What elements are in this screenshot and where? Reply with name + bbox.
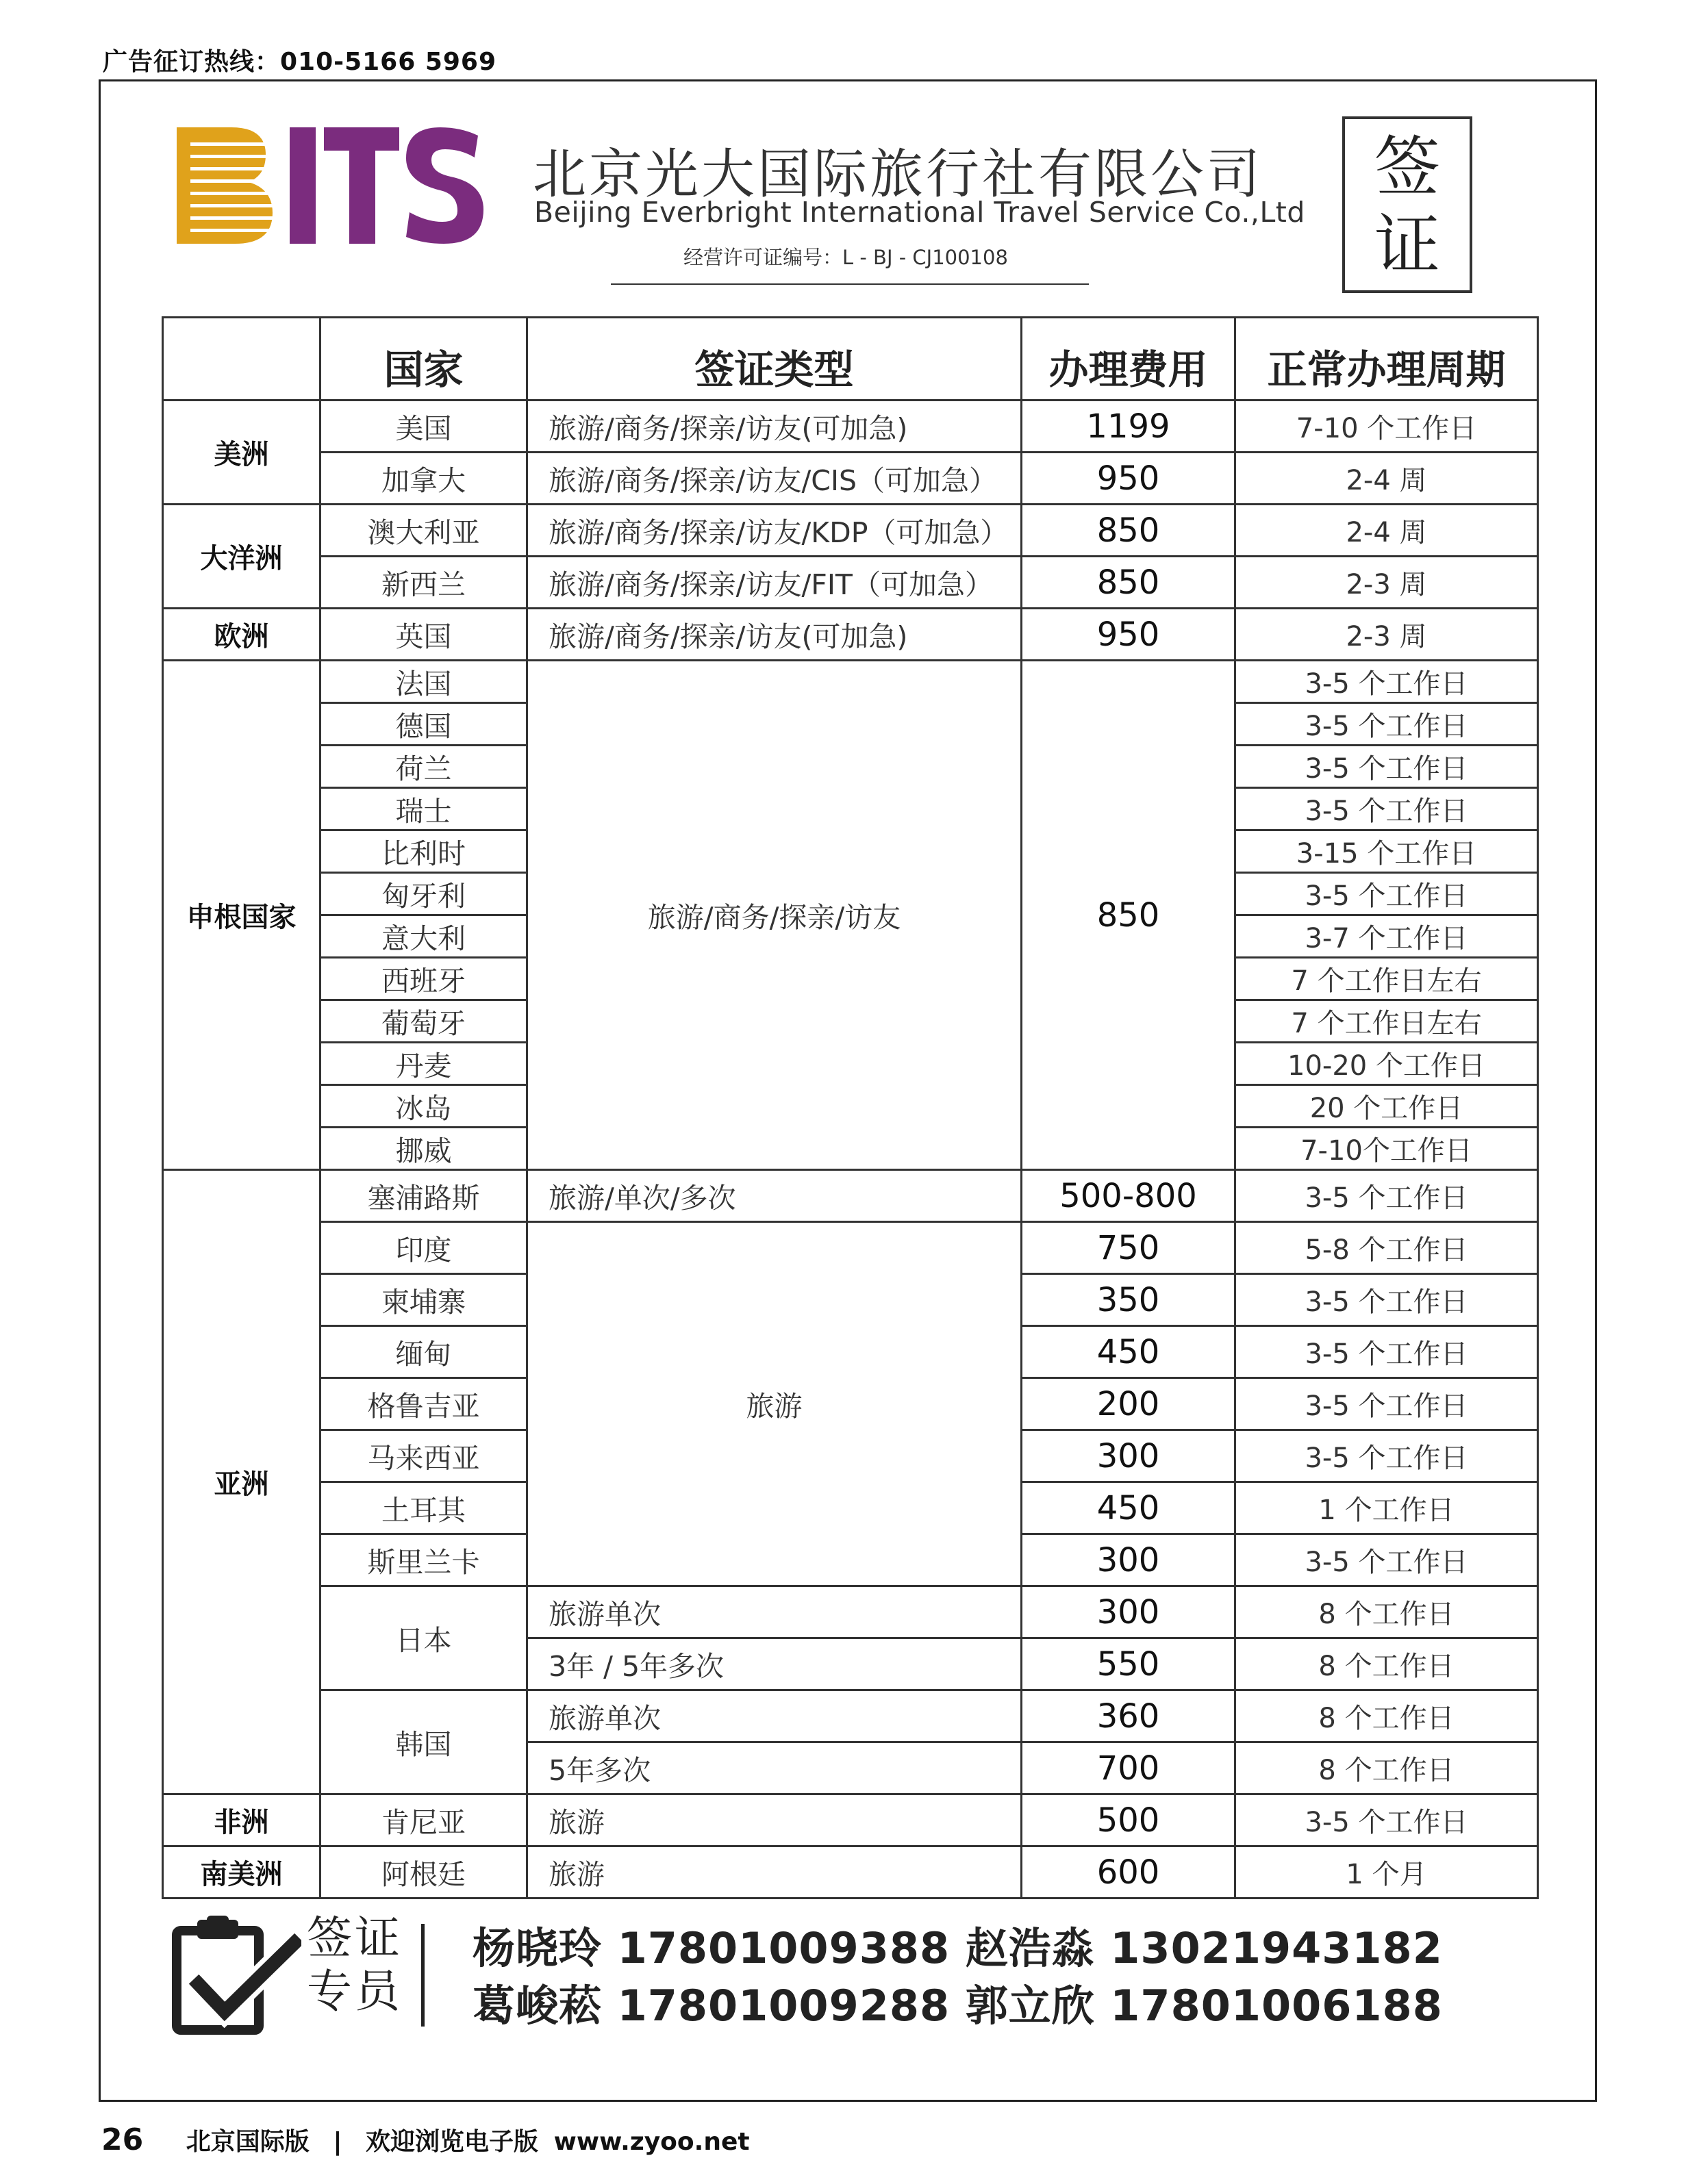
page-number: 26 — [101, 2122, 144, 2157]
fee-cell: 750 — [1022, 1222, 1235, 1274]
fee-cell: 600 — [1022, 1846, 1235, 1899]
visa-type-cell: 旅游单次 — [527, 1690, 1022, 1742]
table-row — [163, 1586, 1538, 1638]
period-cell: 3-5 个工作日 — [1235, 873, 1538, 915]
country-cell: 西班牙 — [320, 958, 527, 1000]
country-cell: 葡萄牙 — [320, 1000, 527, 1043]
fee-cell: 950 — [1022, 453, 1235, 505]
country-cell: 韩国 — [320, 1690, 527, 1794]
fee-cell: 850 — [1022, 661, 1235, 1170]
visa-type-cell: 旅游/商务/探亲/访友/CIS（可加急） — [527, 453, 1022, 505]
region-cell: 欧洲 — [163, 609, 320, 661]
period-cell: 3-5 个工作日 — [1235, 1170, 1538, 1222]
visa-type-cell: 旅游/商务/探亲/访友/FIT（可加急） — [527, 557, 1022, 609]
contact-line-2: 葛峻菘 17801009288 郭立欣 17801006188 — [473, 1981, 1443, 2031]
table-row — [163, 1846, 1538, 1899]
region-cell: 南美洲 — [163, 1846, 320, 1899]
visa-title-box — [1342, 116, 1472, 293]
table-row — [163, 453, 1538, 505]
country-cell: 马来西亚 — [320, 1430, 527, 1482]
fee-cell: 300 — [1022, 1586, 1235, 1638]
period-cell: 7-10 个工作日 — [1235, 401, 1538, 453]
fee-cell: 700 — [1022, 1742, 1235, 1794]
visa-title-char-1: 签 — [1374, 129, 1440, 205]
country-cell: 柬埔寨 — [320, 1274, 527, 1326]
bits-logo — [177, 127, 485, 244]
country-cell: 比利时 — [320, 830, 527, 873]
region-cell: 申根国家 — [163, 661, 320, 1170]
period-cell: 3-5 个工作日 — [1235, 1430, 1538, 1482]
country-cell: 荷兰 — [320, 746, 527, 788]
license-number: 经营许可证编号：L - BJ - CJ100108 — [683, 246, 1008, 269]
country-cell: 日本 — [320, 1586, 527, 1690]
country-cell: 塞浦路斯 — [320, 1170, 527, 1222]
table-header-row — [163, 318, 1538, 401]
visa-contact-block — [171, 1912, 1472, 2042]
period-cell: 20 个工作日 — [1235, 1085, 1538, 1128]
table-row — [163, 609, 1538, 661]
period-cell: 3-5 个工作日 — [1235, 1326, 1538, 1378]
visa-title-char-2: 证 — [1374, 207, 1440, 283]
country-cell: 瑞士 — [320, 788, 527, 830]
country-cell: 丹麦 — [320, 1043, 527, 1085]
header-divider — [611, 283, 1089, 285]
period-cell: 2-3 周 — [1235, 609, 1538, 661]
visa-type-cell: 旅游/商务/探亲/访友/KDP（可加急） — [527, 505, 1022, 557]
fee-cell: 450 — [1022, 1326, 1235, 1378]
footer-separator: | — [333, 2128, 342, 2156]
fee-cell: 850 — [1022, 557, 1235, 609]
period-cell: 5-8 个工作日 — [1235, 1222, 1538, 1274]
period-cell: 3-5 个工作日 — [1235, 703, 1538, 746]
fee-cell: 1199 — [1022, 401, 1235, 453]
country-cell: 加拿大 — [320, 453, 527, 505]
visa-type-cell: 旅游 — [527, 1794, 1022, 1846]
region-cell: 大洋洲 — [163, 505, 320, 609]
period-cell: 3-5 个工作日 — [1235, 1794, 1538, 1846]
table-row — [163, 1794, 1538, 1846]
clipboard-check-icon — [171, 1916, 301, 2035]
period-cell: 3-15 个工作日 — [1235, 830, 1538, 873]
fee-cell: 360 — [1022, 1690, 1235, 1742]
table-row — [163, 1690, 1538, 1742]
header-region — [163, 318, 320, 401]
fee-cell: 500 — [1022, 1794, 1235, 1846]
country-cell: 匈牙利 — [320, 873, 527, 915]
period-cell: 7-10个工作日 — [1235, 1128, 1538, 1170]
table-row — [163, 1222, 1538, 1274]
visa-type-cell: 旅游/单次/多次 — [527, 1170, 1022, 1222]
country-cell: 挪威 — [320, 1128, 527, 1170]
page-footer — [101, 2122, 750, 2157]
country-cell: 印度 — [320, 1222, 527, 1274]
period-cell: 3-5 个工作日 — [1235, 1534, 1538, 1586]
contact-line-1: 杨晓玲 17801009388 赵浩淼 13021943182 — [473, 1923, 1443, 1973]
company-name-en: Beijing Everbright International Travel Service Co.,Ltd — [534, 196, 1305, 229]
header-period: 正常办理周期 — [1235, 318, 1538, 401]
visa-type-cell: 旅游 — [527, 1846, 1022, 1899]
period-cell: 1 个工作日 — [1235, 1482, 1538, 1534]
visa-type-cell: 旅游/商务/探亲/访友(可加急) — [527, 609, 1022, 661]
header-country: 国家 — [320, 318, 527, 401]
period-cell: 7 个工作日左右 — [1235, 958, 1538, 1000]
country-cell: 土耳其 — [320, 1482, 527, 1534]
period-cell: 3-5 个工作日 — [1235, 1274, 1538, 1326]
country-cell: 阿根廷 — [320, 1846, 527, 1899]
period-cell: 2-3 周 — [1235, 557, 1538, 609]
website-link[interactable]: www.zyoo.net — [553, 2128, 750, 2156]
visa-type-cell: 旅游单次 — [527, 1586, 1022, 1638]
period-cell: 2-4 周 — [1235, 453, 1538, 505]
period-cell: 1 个月 — [1235, 1846, 1538, 1899]
table-row — [163, 1170, 1538, 1222]
region-cell: 非洲 — [163, 1794, 320, 1846]
fee-cell: 300 — [1022, 1430, 1235, 1482]
period-cell: 3-5 个工作日 — [1235, 746, 1538, 788]
table-row — [163, 401, 1538, 453]
visa-type-cell: 旅游/商务/探亲/访友(可加急) — [527, 401, 1022, 453]
period-cell: 3-7 个工作日 — [1235, 915, 1538, 958]
country-cell: 缅甸 — [320, 1326, 527, 1378]
footer-slogan: 欢迎浏览电子版 — [366, 2128, 539, 2156]
period-cell: 7 个工作日左右 — [1235, 1000, 1538, 1043]
table-row — [163, 661, 1538, 703]
country-cell: 新西兰 — [320, 557, 527, 609]
table-row — [163, 505, 1538, 557]
country-cell: 格鲁吉亚 — [320, 1378, 527, 1430]
period-cell: 3-5 个工作日 — [1235, 661, 1538, 703]
table-row — [163, 557, 1538, 609]
fee-cell: 300 — [1022, 1534, 1235, 1586]
visa-type-cell: 旅游 — [527, 1222, 1022, 1586]
fee-cell: 550 — [1022, 1638, 1235, 1690]
contact-divider — [421, 1924, 425, 2027]
visa-price-table — [162, 316, 1539, 1899]
edition-label: 北京国际版 — [186, 2128, 310, 2156]
fee-cell: 350 — [1022, 1274, 1235, 1326]
region-cell: 亚洲 — [163, 1170, 320, 1794]
period-cell: 8 个工作日 — [1235, 1690, 1538, 1742]
region-cell: 美洲 — [163, 401, 320, 505]
visa-type-cell: 旅游/商务/探亲/访友 — [527, 661, 1022, 1170]
visa-specialist-label: 签证 专员 — [307, 1912, 403, 2018]
period-cell: 10-20 个工作日 — [1235, 1043, 1538, 1085]
fee-cell: 500-800 — [1022, 1170, 1235, 1222]
period-cell: 8 个工作日 — [1235, 1586, 1538, 1638]
country-cell: 德国 — [320, 703, 527, 746]
period-cell: 3-5 个工作日 — [1235, 788, 1538, 830]
country-cell: 意大利 — [320, 915, 527, 958]
country-cell: 美国 — [320, 401, 527, 453]
country-cell: 冰岛 — [320, 1085, 527, 1128]
fee-cell: 450 — [1022, 1482, 1235, 1534]
fee-cell: 850 — [1022, 505, 1235, 557]
visa-type-cell: 3年 / 5年多次 — [527, 1638, 1022, 1690]
period-cell: 8 个工作日 — [1235, 1638, 1538, 1690]
fee-cell: 950 — [1022, 609, 1235, 661]
fee-cell: 200 — [1022, 1378, 1235, 1430]
country-cell: 英国 — [320, 609, 527, 661]
ad-hotline: 广告征订热线：010-5166 5969 — [103, 48, 497, 76]
company-name-cn: 北京光大国际旅行社有限公司 — [533, 144, 1263, 205]
header-visa-type: 签证类型 — [527, 318, 1022, 401]
country-cell: 肯尼亚 — [320, 1794, 527, 1846]
period-cell: 3-5 个工作日 — [1235, 1378, 1538, 1430]
period-cell: 8 个工作日 — [1235, 1742, 1538, 1794]
visa-type-cell: 5年多次 — [527, 1742, 1022, 1794]
country-cell: 法国 — [320, 661, 527, 703]
header-fee: 办理费用 — [1022, 318, 1235, 401]
country-cell: 斯里兰卡 — [320, 1534, 527, 1586]
country-cell: 澳大利亚 — [320, 505, 527, 557]
period-cell: 2-4 周 — [1235, 505, 1538, 557]
